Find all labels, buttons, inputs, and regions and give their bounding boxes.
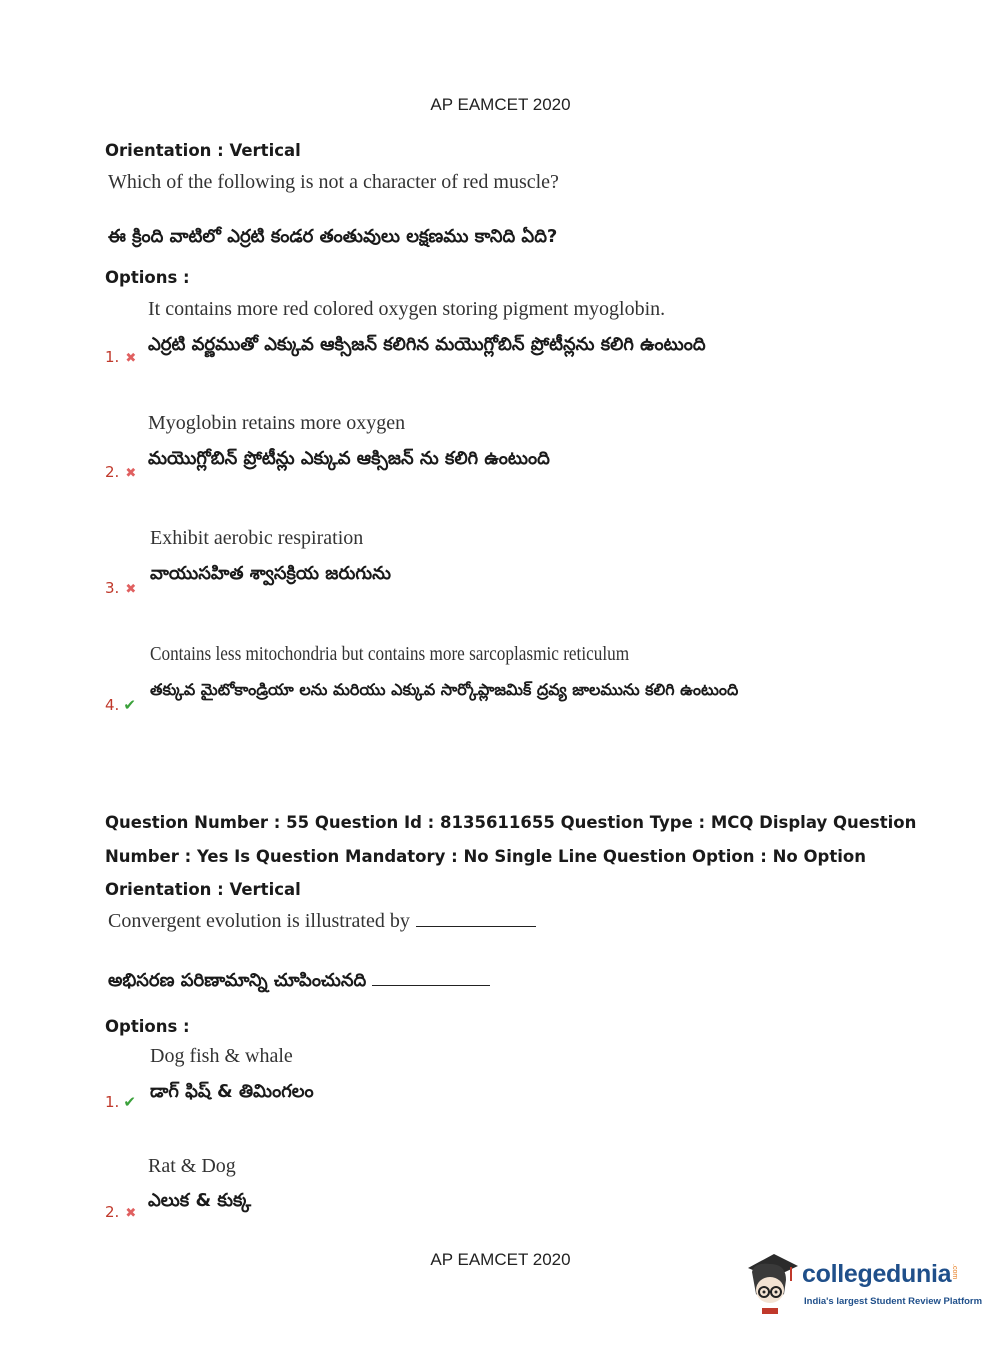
logo-tagline: India's largest Student Review Platform <box>804 1296 983 1307</box>
q2-orientation: Orientation : Vertical <box>105 880 301 899</box>
option-number: 2. <box>105 463 120 481</box>
q1-option-2-telugu: మయొగ్లోబిన్ ప్రోటీన్లు ఎక్కువ ఆక్సిజన్ ను కలిగి ఉంటుంది <box>148 448 550 469</box>
collegedunia-logo <box>740 1250 983 1320</box>
cross-icon: ✖ <box>125 582 137 597</box>
check-icon: ✔ <box>123 1093 136 1111</box>
answer-blank <box>372 971 490 986</box>
cross-icon: ✖ <box>125 1206 137 1221</box>
page-footer: AP EAMCET 2020 <box>430 1250 571 1269</box>
q2-option-2-english: Rat & Dog <box>148 1155 236 1177</box>
q1-option-1-english: It contains more red colored oxygen storing pigment myoglobin. <box>148 298 666 320</box>
mascot-icon <box>740 1250 800 1316</box>
q2-options-label: Options : <box>105 1017 190 1036</box>
q2-meta-line-1: Question Number : 55 Question Id : 8135611655 Question Type : MCQ Display Question <box>105 813 917 832</box>
q1-question-english: Which of the following is not a character of red muscle? <box>108 171 559 193</box>
q1-option-4-telugu: తక్కువ మైటోకాండ్రియా లను మరియు ఎక్కువ సార్కోప్లాజమిక్ ద్రవ్య జాలమును కలిగి ఉంటుంది <box>150 680 739 699</box>
cross-icon: ✖ <box>125 351 137 366</box>
q1-option-4-english: Contains less mitochondria but contains more sarcoplasmic reticulum <box>150 643 630 665</box>
logo-wordmark: collegedunia <box>802 1260 952 1288</box>
option-number: 1. <box>105 1093 120 1111</box>
q1-orientation: Orientation : Vertical <box>105 141 301 160</box>
q1-option-3-telugu: వాయుసహిత శ్వాసక్రియ జరుగును <box>150 563 391 584</box>
q1-option-2-english: Myoglobin retains more oxygen <box>148 412 406 434</box>
page-header: AP EAMCET 2020 <box>430 95 571 114</box>
q1-option-2-marker <box>105 462 136 481</box>
q1-question-telugu: ఈ క్రింది వాటిలో ఎర్రటి కండర తంతువులు లక్షణము కానిది ఏది? <box>108 226 558 247</box>
q2-option-1-english: Dog fish & whale <box>150 1045 293 1067</box>
q2-meta-line-2: Number : Yes Is Question Mandatory : No Single Line Question Option : No Option <box>105 847 866 866</box>
logo-suffix: .com <box>951 1264 958 1280</box>
q1-option-3-marker <box>105 578 136 597</box>
q2-option-1-marker <box>105 1092 136 1111</box>
q1-option-1-marker <box>105 347 136 366</box>
q2-question-english-text: Convergent evolution is illustrated by <box>108 910 410 932</box>
q1-option-1-telugu: ఎర్రటి వర్ణముతో ఎక్కువ ఆక్సిజన్ కలిగిన మయొగ్లోబిన్ ప్రోటీన్లను కలిగి ఉంటుంది <box>148 334 706 355</box>
q2-question-english <box>108 910 536 933</box>
q2-option-2-marker <box>105 1202 136 1221</box>
answer-blank <box>416 912 536 927</box>
q1-options-label: Options : <box>105 268 190 287</box>
q2-question-telugu <box>108 970 490 995</box>
option-number: 1. <box>105 348 120 366</box>
q1-option-4-marker <box>105 695 136 714</box>
option-number: 3. <box>105 579 120 597</box>
option-number: 4. <box>105 696 120 714</box>
q1-option-3-english: Exhibit aerobic respiration <box>150 527 364 549</box>
q2-option-1-telugu: డాగ్ ఫిష్ & తిమింగలం <box>150 1081 314 1102</box>
check-icon: ✔ <box>123 696 136 714</box>
option-number: 2. <box>105 1203 120 1221</box>
q2-question-telugu-text: అభిసరణ పరిణామాన్ని చూపించునది <box>108 970 367 991</box>
cross-icon: ✖ <box>125 466 137 481</box>
q2-option-2-telugu: ఎలుక & కుక్క <box>148 1190 252 1211</box>
